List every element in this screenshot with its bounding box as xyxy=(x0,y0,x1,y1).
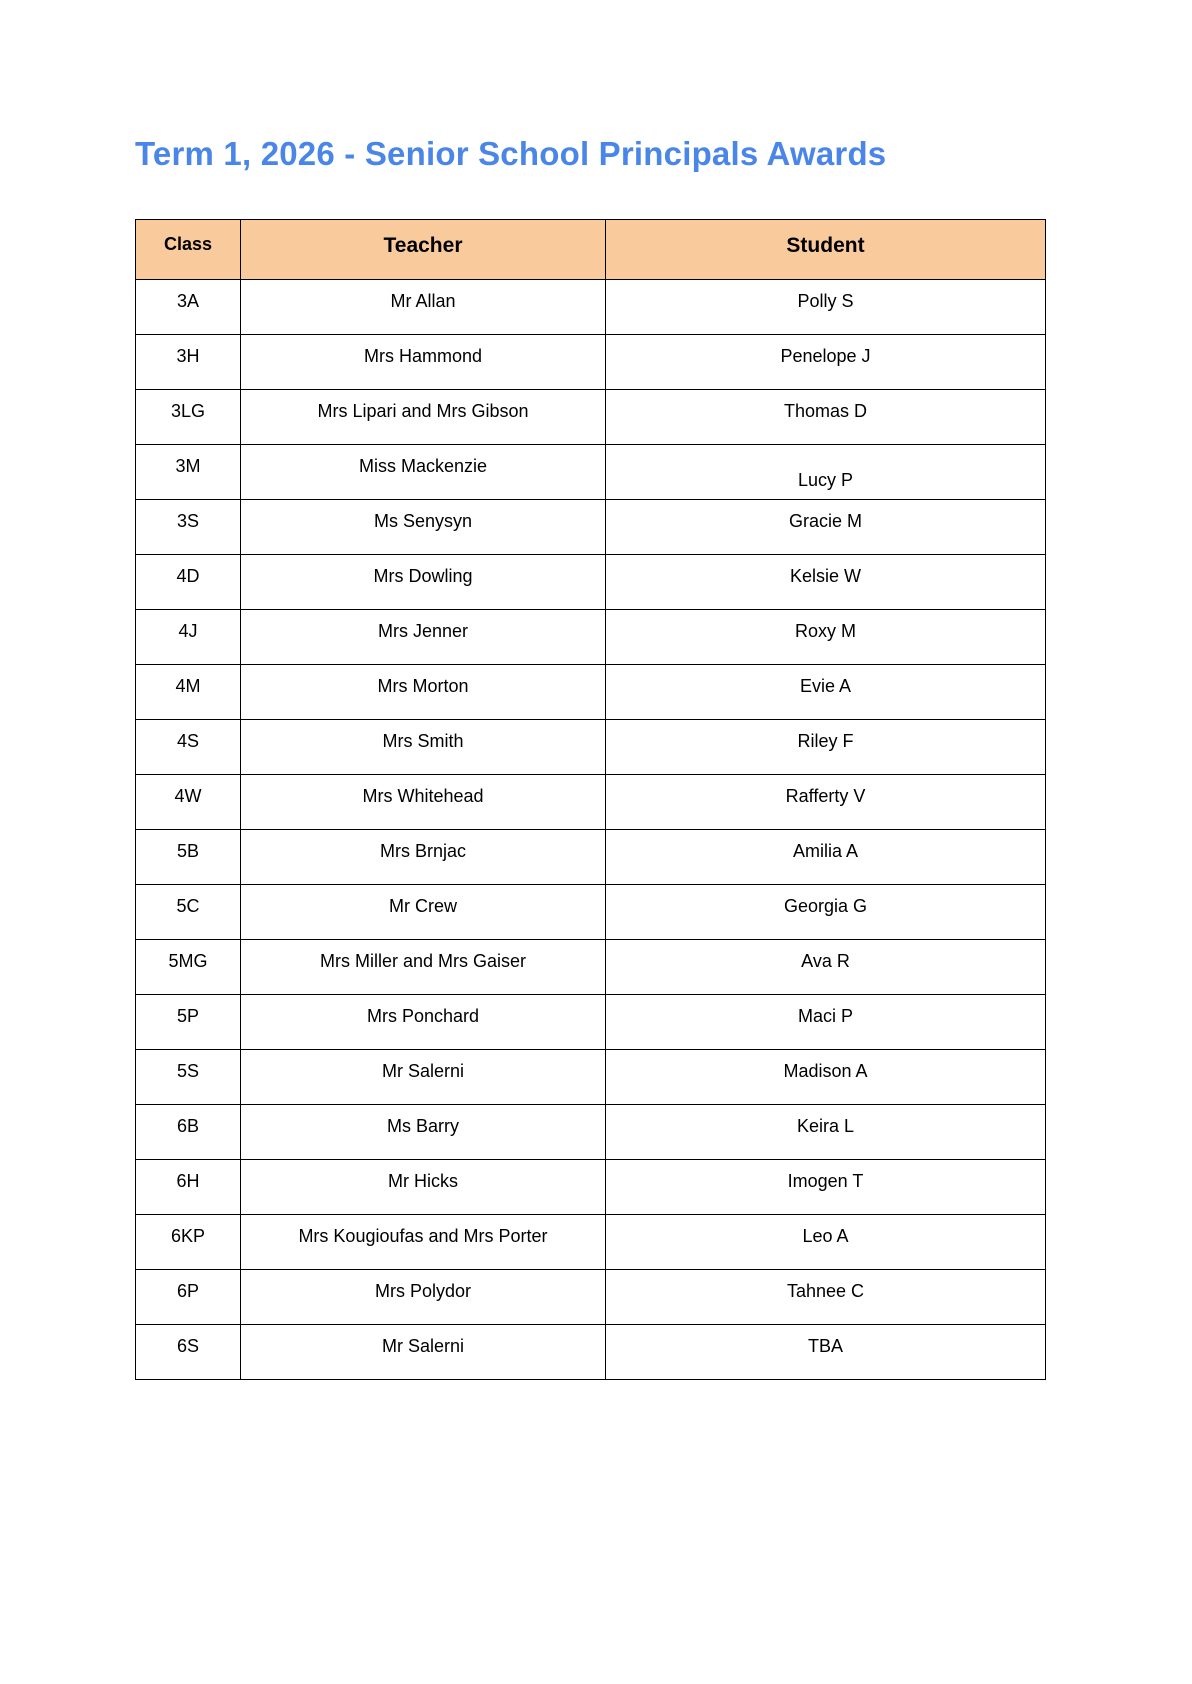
class-cell: 6S xyxy=(136,1325,241,1380)
table-row xyxy=(136,280,1046,335)
teacher-cell: Mr Crew xyxy=(241,885,606,940)
class-cell: 3A xyxy=(136,280,241,335)
header-row xyxy=(136,220,1046,280)
table-row xyxy=(136,500,1046,555)
table-row xyxy=(136,1270,1046,1325)
class-cell: 4D xyxy=(136,555,241,610)
student-cell: Thomas D xyxy=(606,390,1046,445)
table-row xyxy=(136,390,1046,445)
class-cell: 5C xyxy=(136,885,241,940)
student-cell: Roxy M xyxy=(606,610,1046,665)
class-cell: 6H xyxy=(136,1160,241,1215)
table-row xyxy=(136,1160,1046,1215)
teacher-cell: Mr Allan xyxy=(241,280,606,335)
student-cell: Amilia A xyxy=(606,830,1046,885)
class-cell: 5S xyxy=(136,1050,241,1105)
class-cell: 6KP xyxy=(136,1215,241,1270)
student-cell: Penelope J xyxy=(606,335,1046,390)
awards-table xyxy=(135,219,1046,1380)
student-cell: Lucy P xyxy=(606,445,1046,500)
student-cell: Gracie M xyxy=(606,500,1046,555)
teacher-cell: Mrs Whitehead xyxy=(241,775,606,830)
table-row xyxy=(136,610,1046,665)
student-cell: TBA xyxy=(606,1325,1046,1380)
table-row xyxy=(136,1325,1046,1380)
table-row xyxy=(136,775,1046,830)
teacher-cell: Mr Hicks xyxy=(241,1160,606,1215)
table-row xyxy=(136,1105,1046,1160)
class-cell: 5P xyxy=(136,995,241,1050)
class-cell: 6B xyxy=(136,1105,241,1160)
class-cell: 4W xyxy=(136,775,241,830)
teacher-cell: Mr Salerni xyxy=(241,1325,606,1380)
teacher-cell: Mrs Dowling xyxy=(241,555,606,610)
class-cell: 3S xyxy=(136,500,241,555)
column-header-student: Student xyxy=(606,220,1046,280)
student-cell: Evie A xyxy=(606,665,1046,720)
class-cell: 5MG xyxy=(136,940,241,995)
table-row xyxy=(136,445,1046,500)
student-cell: Kelsie W xyxy=(606,555,1046,610)
teacher-cell: Mrs Brnjac xyxy=(241,830,606,885)
student-cell: Ava R xyxy=(606,940,1046,995)
table-row xyxy=(136,1050,1046,1105)
student-cell: Riley F xyxy=(606,720,1046,775)
student-cell: Rafferty V xyxy=(606,775,1046,830)
table-row xyxy=(136,665,1046,720)
teacher-cell: Ms Barry xyxy=(241,1105,606,1160)
class-cell: 3M xyxy=(136,445,241,500)
column-header-class: Class xyxy=(136,220,241,280)
class-cell: 6P xyxy=(136,1270,241,1325)
class-cell: 3H xyxy=(136,335,241,390)
class-cell: 4S xyxy=(136,720,241,775)
student-cell: Tahnee C xyxy=(606,1270,1046,1325)
teacher-cell: Ms Senysyn xyxy=(241,500,606,555)
table-row xyxy=(136,830,1046,885)
teacher-cell: Mrs Kougioufas and Mrs Porter xyxy=(241,1215,606,1270)
teacher-cell: Mr Salerni xyxy=(241,1050,606,1105)
class-cell: 4J xyxy=(136,610,241,665)
table-row xyxy=(136,720,1046,775)
class-cell: 3LG xyxy=(136,390,241,445)
teacher-cell: Miss Mackenzie xyxy=(241,445,606,500)
page-title: Term 1, 2026 - Senior School Principals Awards xyxy=(135,135,887,172)
table-row xyxy=(136,885,1046,940)
table-row xyxy=(136,940,1046,995)
column-header-teacher: Teacher xyxy=(241,220,606,280)
table-row xyxy=(136,995,1046,1050)
teacher-cell: Mrs Smith xyxy=(241,720,606,775)
teacher-cell: Mrs Hammond xyxy=(241,335,606,390)
table-row xyxy=(136,555,1046,610)
teacher-cell: Mrs Polydor xyxy=(241,1270,606,1325)
student-cell: Polly S xyxy=(606,280,1046,335)
teacher-cell: Mrs Jenner xyxy=(241,610,606,665)
table-row xyxy=(136,335,1046,390)
table-row xyxy=(136,1215,1046,1270)
student-cell: Keira L xyxy=(606,1105,1046,1160)
student-cell: Imogen T xyxy=(606,1160,1046,1215)
table-body xyxy=(136,280,1046,1380)
student-cell: Maci P xyxy=(606,995,1046,1050)
teacher-cell: Mrs Morton xyxy=(241,665,606,720)
student-cell: Madison A xyxy=(606,1050,1046,1105)
student-cell: Georgia G xyxy=(606,885,1046,940)
class-cell: 4M xyxy=(136,665,241,720)
class-cell: 5B xyxy=(136,830,241,885)
table-header xyxy=(136,220,1046,280)
student-cell: Leo A xyxy=(606,1215,1046,1270)
teacher-cell: Mrs Lipari and Mrs Gibson xyxy=(241,390,606,445)
teacher-cell: Mrs Miller and Mrs Gaiser xyxy=(241,940,606,995)
teacher-cell: Mrs Ponchard xyxy=(241,995,606,1050)
